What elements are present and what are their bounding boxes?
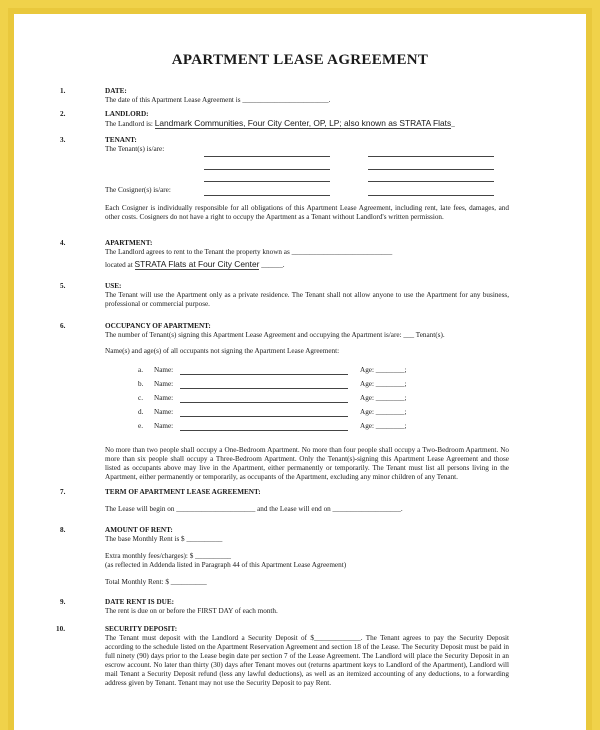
section-heading: TENANT:	[105, 136, 137, 144]
occupant-name-label: Name:	[154, 380, 174, 388]
tenants-label: The Tenant(s) is/are:	[105, 145, 165, 153]
cosigner-field[interactable]	[368, 188, 494, 196]
occupant-name-field[interactable]	[180, 381, 348, 389]
section-number: 9.	[60, 598, 66, 606]
total-rent-field[interactable]: Total Monthly Rent: $ __________	[105, 578, 207, 586]
landlord-field[interactable]: Landmark Communities, Four City Center, OP, LP; also known as STRATA Flats	[154, 118, 452, 128]
occupant-letter: a.	[138, 366, 143, 374]
located-label: located at	[105, 261, 133, 269]
occupancy-note: No more than two people shall occupy a One-Bedroom Apartment. No more than four people shall occupy a Two-Bedroom Apartment. No more than six people shall occupy a Three-Bedroom Apartment. Only the Tenant(s)-signing this Apartment Lease Agreement and those listed as occupants above may live in the Apartment, either permanently or temporarily. The Tenant must list all persons living in the Apartment, either permanently or temporarily, as occupants of the Apartment, excluding any minor children of any Tenant.	[105, 446, 509, 481]
occupant-age-field[interactable]: Age: ________;	[360, 380, 407, 388]
apartment-line[interactable]: The Landlord agrees to rent to the Tenant the property known as ____________________________	[105, 248, 393, 256]
section-number: 1.	[60, 87, 66, 95]
occupant-name-field[interactable]	[180, 409, 348, 417]
section-heading: USE:	[105, 282, 122, 290]
occupant-name-label: Name:	[154, 366, 174, 374]
section-heading: APARTMENT:	[105, 239, 153, 247]
landlord-suffix: _	[451, 120, 455, 128]
use-text: The Tenant will use the Apartment only as a private residence. The Tenant shall not allow anyone to use the Apartment for any business, professional or commercial purpose.	[105, 291, 509, 308]
section-number: 4.	[60, 239, 66, 247]
occupant-name-field[interactable]	[180, 367, 348, 375]
occupant-name-label: Name:	[154, 394, 174, 402]
section-number: 6.	[60, 322, 66, 330]
section-number: 10.	[56, 625, 65, 633]
extra-fees-field[interactable]: Extra monthly fees/charges): $ __________	[105, 552, 232, 560]
tenant-field[interactable]	[204, 174, 330, 182]
occupant-letter: c.	[138, 394, 143, 402]
section-heading: DATE RENT IS DUE:	[105, 598, 175, 606]
base-rent-field[interactable]: The base Monthly Rent is $ __________	[105, 535, 223, 543]
section-heading: SECURITY DEPOSIT:	[105, 625, 178, 633]
deposit-text: The Tenant must deposit with the Landlord a Security Deposit of $_____________. The Tenant agrees to pay the Security Deposit according to the schedule listed on the Apartment Reservation Agreement and section 18 of the Lease. The Security Deposit must be paid in full ninety (90) days prior to the Lease begin date per section 7 of the Lease Agreement. The Landlord will place the Security Deposit in an escrow account. No later than thirty (30) days after Tenant moves out (returns apartment keys to Landlord of the Apartment), Landlord will mail Tenant a Security Deposit refund (less any lawful deductions), as well as an itemized accounting of any deductions, to a forwarding address given by Tenant. Tenant may not use the Security Deposit to pay Rent.	[105, 634, 509, 687]
occupant-letter: e.	[138, 422, 143, 430]
occupant-letter: b.	[138, 380, 144, 388]
section-number: 7.	[60, 488, 66, 496]
section-heading: AMOUNT OF RENT:	[105, 526, 173, 534]
tenant-field[interactable]	[368, 174, 494, 182]
document-page	[14, 14, 586, 730]
section-heading: LANDLORD:	[105, 110, 149, 118]
addenda-note: (as reflected in Addenda listed in Paragraph 44 of this Apartment Lease Agreement)	[105, 561, 347, 569]
cosigner-field[interactable]	[204, 188, 330, 196]
date-line[interactable]: The date of this Apartment Lease Agreement is ________________________.	[105, 96, 331, 104]
section-number: 3.	[60, 136, 66, 144]
tenant-field[interactable]	[204, 149, 330, 157]
section-heading: DATE:	[105, 87, 127, 95]
section-heading: TERM OF APARTMENT LEASE AGREEMENT:	[105, 488, 261, 496]
occupant-name-label: Name:	[154, 422, 174, 430]
located-suffix: ______.	[261, 261, 285, 269]
occupant-age-field[interactable]: Age: ________;	[360, 422, 407, 430]
occupant-age-field[interactable]: Age: ________;	[360, 366, 407, 374]
tenant-field[interactable]	[368, 149, 494, 157]
section-number: 5.	[60, 282, 66, 290]
section-heading: OCCUPANCY OF APARTMENT:	[105, 322, 211, 330]
occupant-name-field[interactable]	[180, 395, 348, 403]
located-field[interactable]: STRATA Flats at Four City Center	[134, 259, 260, 269]
document-title: APARTMENT LEASE AGREEMENT	[171, 52, 429, 68]
section-number: 2.	[60, 110, 66, 118]
due-line: The rent is due on or before the FIRST DAY of each month.	[105, 607, 278, 615]
occupancy-count-line[interactable]: The number of Tenant(s) signing this Apartment Lease Agreement and occupying the Apartment is/are: ___ Tenant(s).	[105, 331, 445, 339]
occupant-letter: d.	[138, 408, 144, 416]
cosigner-label: The Cosigner(s) is/are:	[105, 186, 171, 194]
occupant-name-field[interactable]	[180, 423, 348, 431]
term-line[interactable]: The Lease will begin on ______________________ and the Lease will end on ___________________.	[105, 505, 403, 513]
occupant-name-label: Name:	[154, 408, 174, 416]
tenant-field[interactable]	[204, 162, 330, 170]
cosigner-note: Each Cosigner is individually responsible for all obligations of this Apartment Lease Agreement, including rent, late fees, damages, and other costs. Cosigners do not have a right to occupy the Apartment as a Tenant without Landlord's written permission.	[105, 204, 509, 221]
tenant-field[interactable]	[368, 162, 494, 170]
occupant-age-field[interactable]: Age: ________;	[360, 394, 407, 402]
landlord-label: The Landlord is:	[105, 120, 153, 128]
occupant-age-field[interactable]: Age: ________;	[360, 408, 407, 416]
occupants-label: Name(s) and age(s) of all occupants not signing the Apartment Lease Agreement:	[105, 347, 340, 355]
section-number: 8.	[60, 526, 66, 534]
